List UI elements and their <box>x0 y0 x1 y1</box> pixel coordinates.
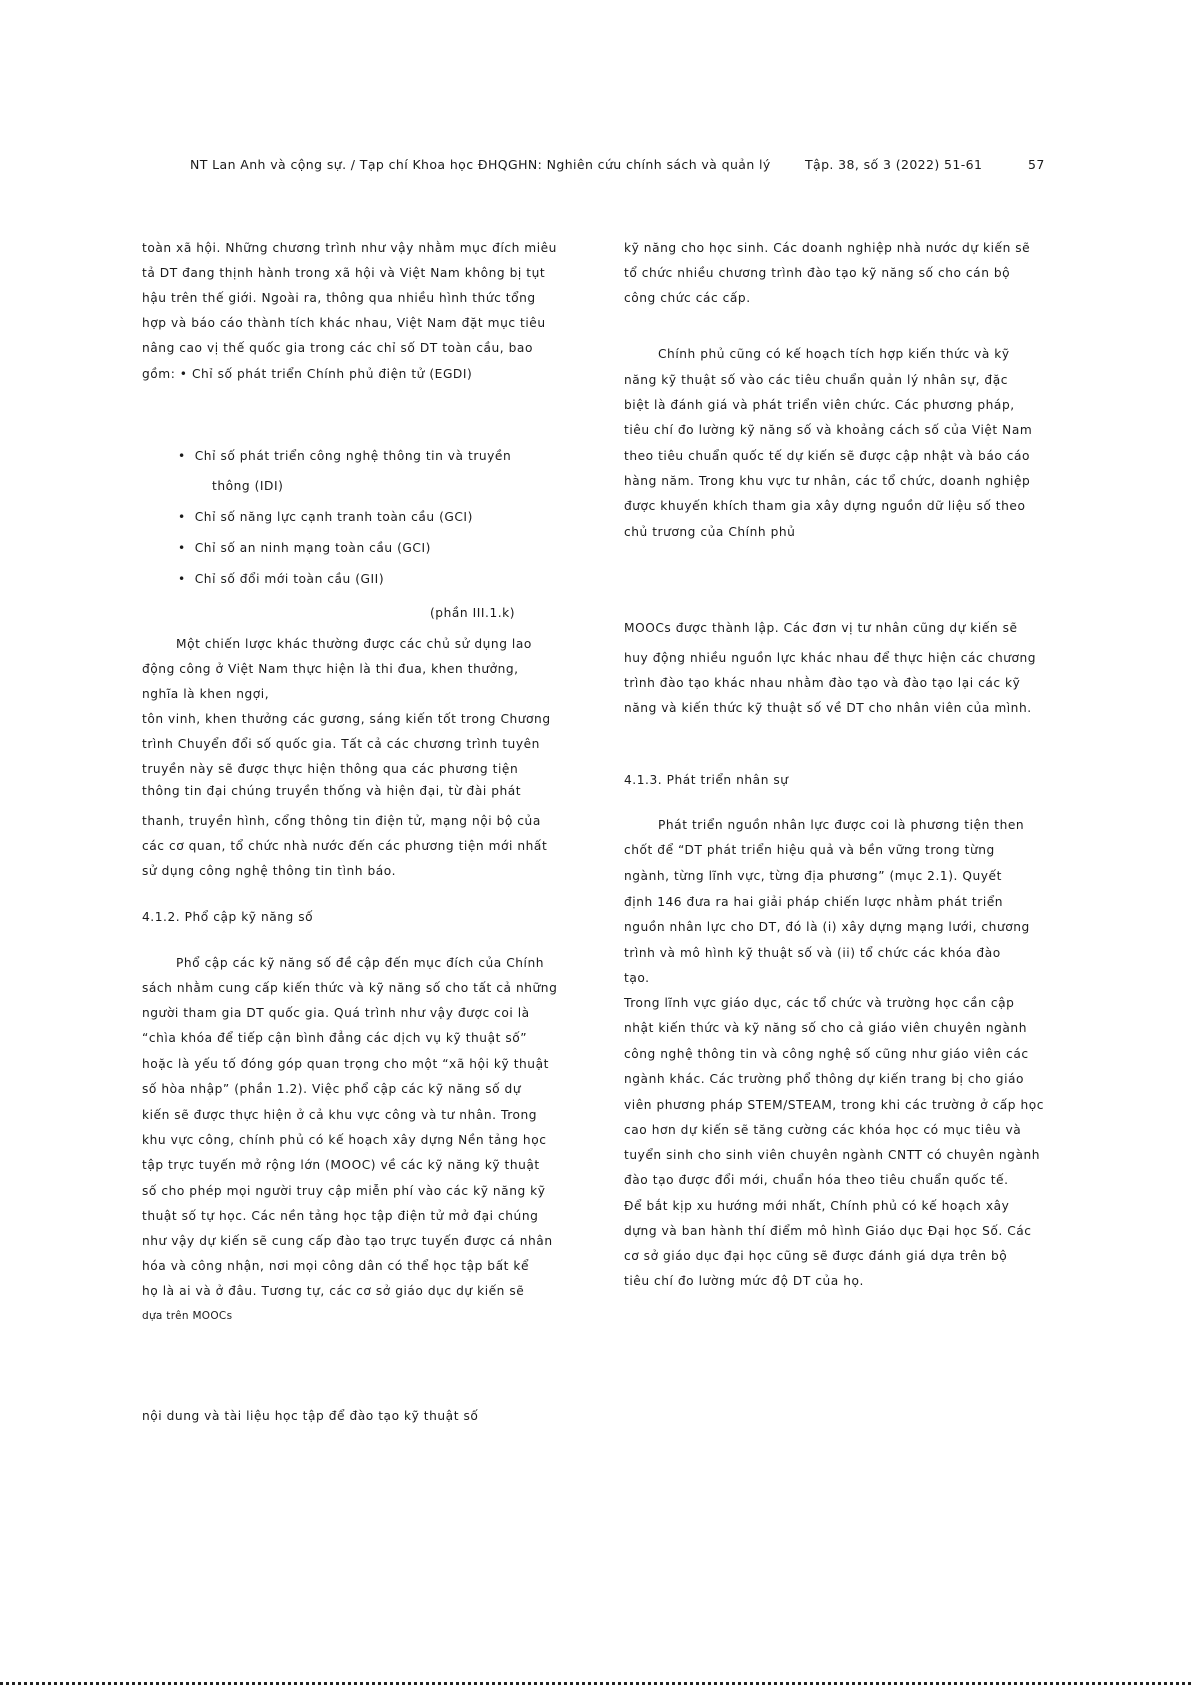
bullet-item: • Chỉ số năng lực cạnh tranh toàn cầu (GCI) <box>178 509 473 525</box>
text-line: hàng năm. Trong khu vực tư nhân, các tổ chức, doanh nghiệp <box>624 474 1031 488</box>
text-line: dựng và ban hành thí điểm mô hình Giáo dục Đại học Số. Các <box>624 1224 1032 1238</box>
bullet-item: • Chỉ số an ninh mạng toàn cầu (GCI) <box>178 540 431 556</box>
bullet-item: • Chỉ số đổi mới toàn cầu (GII) <box>178 571 384 587</box>
section-heading: 4.1.2. Phổ cập kỹ năng số <box>142 910 314 924</box>
text-line: truyền này sẽ được thực hiện thông qua các phương tiện <box>142 762 519 776</box>
section-heading: 4.1.3. Phát triển nhân sự <box>624 773 789 787</box>
text-line: trình đào tạo khác nhau nhằm đào tạo và đào tạo lại các kỹ <box>624 676 1021 690</box>
text-line: sách nhằm cung cấp kiến thức và kỹ năng số cho tất cả những <box>142 981 558 995</box>
running-header <box>0 157 1191 177</box>
text-line: tạo. <box>624 971 650 985</box>
volume-info: Tập. 38, số 3 (2022) 51-61 <box>805 157 983 172</box>
text-line: biệt là đánh giá và phát triển viên chức. Các phương pháp, <box>624 398 1015 412</box>
text-line: Để bắt kịp xu hướng mới nhất, Chính phủ có kế hoạch xây <box>624 1199 1010 1213</box>
text-line: các cơ quan, tổ chức nhà nước đến các phương tiện mới nhất <box>142 839 548 853</box>
text-line: họ là ai và ở đâu. Tương tự, các cơ sở giáo dục dự kiến sẽ <box>142 1284 525 1298</box>
bullet-item: • Chỉ số phát triển công nghệ thông tin và truyền <box>178 448 511 464</box>
text-line: tuyển sinh cho sinh viên chuyên ngành CNTT có chuyên ngành <box>624 1148 1041 1162</box>
text-line: tập trực tuyến mở rộng lớn (MOOC) về các kỹ năng kỹ thuật <box>142 1158 540 1172</box>
text-line: cao hơn dự kiến sẽ tăng cường các khóa học có mục tiêu và <box>624 1123 1022 1137</box>
text-line: chốt để “DT phát triển hiệu quả và bền vững trong từng <box>624 843 995 857</box>
text-line: chủ trương của Chính phủ <box>624 525 796 539</box>
section-reference: (phần III.1.k) <box>430 606 516 620</box>
page-number: 57 <box>1028 157 1045 172</box>
text-line: nghĩa là khen ngợi, <box>142 687 270 701</box>
text-line: số hòa nhập” (phần 1.2). Việc phổ cập các kỹ năng số dự <box>142 1082 522 1096</box>
text-line: theo tiêu chuẩn quốc tế dự kiến sẽ được cập nhật và báo cáo <box>624 449 1031 463</box>
bullet-continuation: thông (IDI) <box>212 479 284 493</box>
text-line: hoặc là yếu tố đóng góp quan trọng cho một “xã hội kỹ thuật <box>142 1057 549 1071</box>
text-line: tiêu chí đo lường mức độ DT của họ. <box>624 1274 864 1288</box>
text-line: như vậy dự kiến sẽ cung cấp đào tạo trực tuyến được cá nhân <box>142 1234 553 1248</box>
text-line: trình và mô hình kỹ thuật số và (ii) tổ chức các khóa đào <box>624 946 1001 960</box>
text-line: nâng cao vị thế quốc gia trong các chỉ số DT toàn cầu, bao <box>142 341 533 355</box>
text-line: viên phương pháp STEM/STEAM, trong khi các trường ở cấp học <box>624 1098 1045 1112</box>
text-line: đào tạo được đổi mới, chuẩn hóa theo tiêu chuẩn quốc tế. <box>624 1173 1009 1187</box>
text-line: tổ chức nhiều chương trình đào tạo kỹ năng số cho cán bộ <box>624 266 1011 280</box>
text-line: “chìa khóa để tiếp cận bình đẳng các dịch vụ kỹ thuật số” <box>142 1031 528 1045</box>
text-line: người tham gia DT quốc gia. Quá trình như vậy được coi là <box>142 1006 530 1020</box>
text-line: hậu trên thế giới. Ngoài ra, thông qua nhiều hình thức tổng <box>142 291 536 305</box>
text-line: tả DT đang thịnh hành trong xã hội và Việt Nam không bị tụt <box>142 266 546 280</box>
text-line: Chính phủ cũng có kế hoạch tích hợp kiến thức và kỹ <box>658 347 1010 361</box>
text-line: số cho phép mọi người truy cập miễn phí vào các kỹ năng kỹ <box>142 1184 546 1198</box>
text-line: nguồn nhân lực cho DT, đó là (i) xây dựng mạng lưới, chương <box>624 920 1030 934</box>
text-line: sử dụng công nghệ thông tin tình báo. <box>142 864 397 878</box>
text-line: khu vực công, chính phủ có kế hoạch xây dựng Nền tảng học <box>142 1133 547 1147</box>
text-line: toàn xã hội. Những chương trình như vậy nhằm mục đích miêu <box>142 241 557 255</box>
text-line: nội dung và tài liệu học tập để đào tạo kỹ thuật số <box>142 1409 479 1423</box>
text-line: trình Chuyển đổi số quốc gia. Tất cả các chương trình tuyên <box>142 737 540 751</box>
text-line: động công ở Việt Nam thực hiện là thi đua, khen thưởng, <box>142 662 519 676</box>
text-line: thanh, truyền hình, cổng thông tin điện tử, mạng nội bộ của <box>142 814 541 828</box>
text-line: Phổ cập các kỹ năng số đề cập đến mục đích của Chính <box>176 956 545 970</box>
text-line: thông tin đại chúng truyền thống và hiện đại, từ đài phát <box>142 784 522 798</box>
text-line: định 146 đưa ra hai giải pháp chiến lược nhằm phát triển <box>624 895 1004 909</box>
text-line: MOOCs được thành lập. Các đơn vị tư nhân cũng dự kiến sẽ <box>624 621 1018 635</box>
text-line: Trong lĩnh vực giáo dục, các tổ chức và trường học cần cập <box>624 996 1015 1010</box>
text-line: công nghệ thông tin và công nghệ số cũng như giáo viên các <box>624 1047 1029 1061</box>
text-line: Một chiến lược khác thường được các chủ sử dụng lao <box>176 637 532 651</box>
text-line: tôn vinh, khen thưởng các gương, sáng kiến tốt trong Chương <box>142 712 551 726</box>
text-line: thuật số tự học. Các nền tảng học tập điện tử mở đại chúng <box>142 1209 539 1223</box>
text-line: kỹ năng cho học sinh. Các doanh nghiệp nhà nước dự kiến sẽ <box>624 241 1031 255</box>
text-line: tiêu chí đo lường kỹ năng số và khoảng cách số của Việt Nam <box>624 423 1033 437</box>
text-line: được khuyến khích tham gia xây dựng nguồn dữ liệu số theo <box>624 499 1026 513</box>
text-line: cơ sở giáo dục đại học cũng sẽ được đánh giá dựa trên bộ <box>624 1249 1008 1263</box>
text-line: gồm: • Chỉ số phát triển Chính phủ điện tử (EGDI) <box>142 367 473 381</box>
text-line: công chức các cấp. <box>624 291 751 305</box>
text-line: huy động nhiều nguồn lực khác nhau để thực hiện các chương <box>624 651 1037 665</box>
text-line: ngành khác. Các trường phổ thông dự kiến trang bị cho giáo <box>624 1072 1025 1086</box>
text-line: nhật kiến thức và kỹ năng số cho cả giáo viên chuyên ngành <box>624 1021 1027 1035</box>
text-line: năng và kiến thức kỹ thuật số về DT cho nhân viên của mình. <box>624 701 1032 715</box>
text-line: hợp và báo cáo thành tích khác nhau, Việt Nam đặt mục tiêu <box>142 316 546 330</box>
text-line: dựa trên MOOCs <box>142 1310 233 1322</box>
text-line: hóa và công nhận, nơi mọi công dân có thể học tập bất kể <box>142 1259 530 1273</box>
text-line: năng kỹ thuật số vào các tiêu chuẩn quản lý nhân sự, đặc <box>624 373 1008 387</box>
running-title: NT Lan Anh và cộng sự. / Tạp chí Khoa học ĐHQGHN: Nghiên cứu chính sách và quản lý <box>190 157 771 172</box>
text-line: ngành, từng lĩnh vực, từng địa phương” (mục 2.1). Quyết <box>624 869 1002 883</box>
text-line: Phát triển nguồn nhân lực được coi là phương tiện then <box>658 818 1025 832</box>
text-line: kiến sẽ được thực hiện ở cả khu vực công và tư nhân. Trong <box>142 1108 538 1122</box>
